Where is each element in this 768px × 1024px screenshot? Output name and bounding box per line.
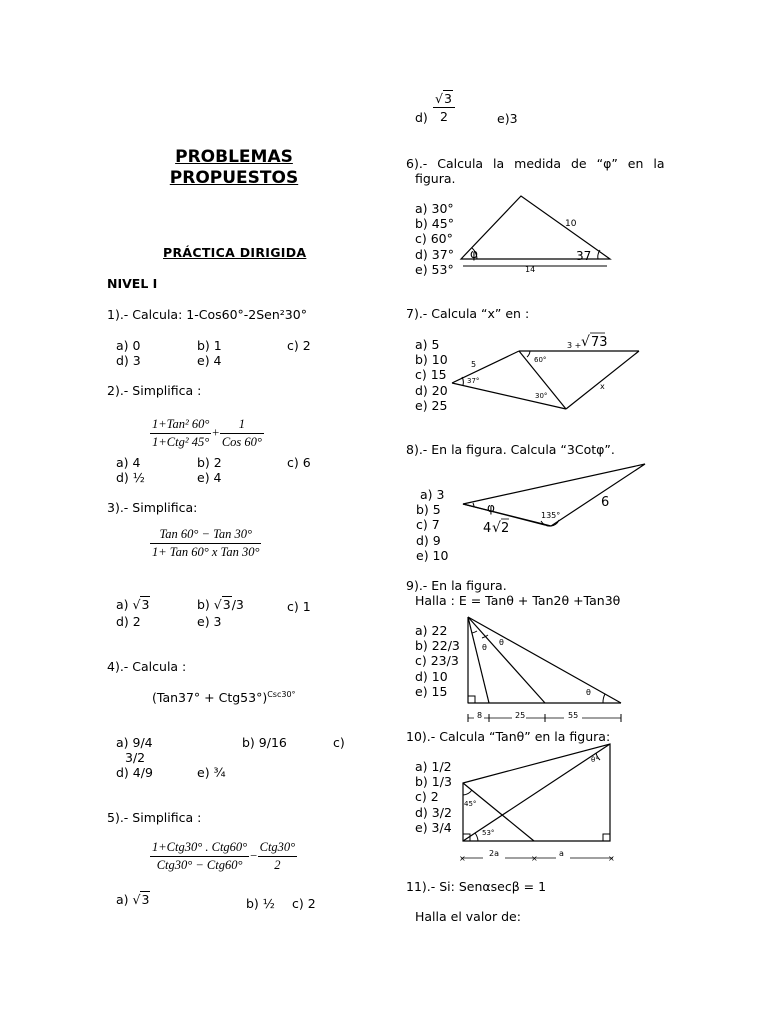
p7-figure [445,327,645,412]
p7-top-label-prefix: 3 + [567,341,582,350]
p5-option-d-label: d) [415,110,428,125]
p9-option-e: e) 15 [415,683,448,699]
p6-option-e: e) 53° [415,261,454,277]
p3-option-a: a) √3 [116,597,150,612]
level-label: NIVEL I [107,276,158,291]
p9-option-d: d) 10 [415,668,448,684]
p6-option-a: a) 30° [415,201,454,216]
problem-1-question: 1).- Calcula: 1-Cos60°-2Sen²30° [107,307,307,322]
p7-angle-37: 37° [467,377,480,385]
problem-6-question-line-1 [406,156,665,171]
p6-options [415,201,454,277]
p3-option-a-radicand: 3 [141,597,150,612]
p3-numerator: Tan 60° − Tan 30° [150,527,261,544]
p2-numerator-1: 1+Tan² 60° [150,417,211,434]
p10-options [415,759,452,835]
p6-option-b: b) 45° [415,216,454,232]
p3-option-a-label: a) [116,597,133,612]
p9-options [415,623,460,699]
p8-option-d: d) 9 [416,532,441,548]
p10-figure [458,738,618,868]
p5-option-b: b) ½ [246,896,275,911]
problem-11-question: 11).- Si: Senαsecβ = 1 [406,879,547,894]
p4-option-c: c) [333,735,345,750]
p8-side-label: 6 [601,495,610,510]
p3-denominator: 1+ Tan 60° x Tan 30° [152,545,260,559]
p2-denominator-2: Cos 60° [221,435,262,449]
p5-option-a: a) √3 [116,892,150,907]
p4-option-b: b) 9/16 [242,735,287,750]
p5-option-c: c) 2 [292,896,316,911]
p10-option-d: d) 3/2 [415,804,452,820]
page-title [144,147,324,189]
problem-7-question: 7).- Calcula “x” en : [406,306,530,321]
p1-option-b: b) 1 [197,338,222,353]
p6-phi-label: φ [470,247,478,261]
p10-segment-2a: 2a [489,849,499,858]
p3-option-b-label: b) [197,597,214,612]
p1-option-a: a) 0 [116,338,141,353]
p5-denominator-2: 2 [274,858,281,872]
p3-option-e: e) 3 [197,614,222,629]
p6-side-label: 10 [565,219,577,229]
p10-option-c: c) 2 [415,789,439,805]
p5-option-d-radicand: 3 [443,91,452,106]
p4-option-d: d) 4/9 [116,765,153,780]
p10-option-b: b) 1/3 [415,774,452,790]
problem-10-question: 10).- Calcula “Tanθ” en la figura: [406,729,611,744]
p8-option-e: e) 10 [416,547,449,563]
p2-numerator-2: 1 [220,417,264,434]
p6-base-label: 14 [525,265,536,274]
p8-option-c: c) 7 [416,517,440,533]
p1-option-e: e) 4 [197,353,222,368]
p6-angle-label: 37 [576,249,592,263]
problem-11-instruction: Halla el valor de: [415,909,521,924]
p7-side-label: 5 [471,360,477,369]
p8-option-b: b) 5 [416,502,441,518]
problem-6-question-text: 6).- Calcula la medida de “φ” en la [406,156,665,171]
p8-base-sqrt: √ [492,520,501,536]
p4-exponent: Csc30° [267,690,296,699]
p7-top-label-radicand: 73 [591,335,608,350]
p7-option-c: c) 15 [415,367,447,383]
p5-option-d-numerator: √3 [433,91,455,108]
p9-option-b: b) 22/3 [415,638,460,654]
p6-option-d: d) 37° [415,246,454,262]
p5-denominator-1: Ctg30° − Ctg60° [156,858,243,872]
p10-option-a: a) 1/2 [415,759,452,774]
p3-option-c: c) 1 [287,599,311,614]
p3-option-b-suffix: /3 [231,597,244,612]
title-line-2: PROPUESTOS [169,168,299,188]
title-line-1: PROBLEMAS [175,147,293,167]
p8-base-prefix: 4 [483,521,492,536]
p3-option-b: b) √3/3 [197,597,244,612]
p7-angle-30: 30° [535,392,548,400]
p7-x-label: x [600,382,605,391]
problem-6-question-line-2: figura. [415,171,456,186]
p2-option-b: b) 2 [197,455,222,470]
p4-base: (Tan37° + Ctg53°) [152,690,268,706]
p7-option-e: e) 25 [415,397,448,413]
p4-option-a: a) 9/4 [116,735,153,750]
p5-option-a-label: a) [116,892,133,907]
p9-segment-2: 25 [515,711,526,720]
p4-option-e: e) ¾ [197,765,226,780]
p7-angle-60: 60° [534,356,547,364]
p8-option-a: a) 3 [420,487,445,502]
p2-option-d: d) ½ [116,470,145,485]
p2-option-e: e) 4 [197,470,222,485]
p9-theta-3: θ [586,688,591,697]
p7-option-b: b) 10 [415,352,448,368]
p5-option-d-fraction [433,91,455,124]
problem-2-question: 2).- Simplifica : [107,383,202,398]
p5-minus: − [249,848,258,863]
p2-plus: + [211,425,220,440]
p1-option-d: d) 3 [116,353,141,368]
p6-triangle-figure [455,192,620,274]
p9-segment-1: 8 [477,711,483,720]
p8-options [416,487,449,563]
p5-option-a-radicand: 3 [141,892,150,907]
p10-option-e: e) 3/4 [415,819,452,835]
section-subtitle: PRÁCTICA DIRIGIDA [163,245,307,260]
p5-option-d-denominator: 2 [439,109,448,124]
problem-5-question: 5).- Simplifica : [107,810,202,825]
p1-option-c: c) 2 [287,338,311,353]
p9-theta-2: θ [499,638,504,647]
p10-segment-a: a [559,849,564,858]
problem-3-question: 3).- Simplifica: [107,500,198,515]
p5-option-d [415,110,428,125]
p8-phi-label: φ [487,501,495,515]
p6-option-c: c) 60° [415,231,453,247]
problem-4-question: 4).- Calcula : [107,659,187,674]
p7-option-d: d) 20 [415,382,448,398]
p10-angle-53: 53° [482,829,495,837]
p8-figure [455,458,650,538]
p10-dim-mark-1: × [459,854,466,863]
p7-options [415,337,448,413]
p8-base-radicand: 2 [501,521,510,536]
p9-option-a: a) 22 [415,623,448,638]
p5-option-e: e)3 [497,111,518,126]
p10-angle-45: 45° [464,800,477,808]
problem-9-question-line-1: 9).- En la figura. [406,578,507,593]
p2-option-c: c) 6 [287,455,311,470]
p9-segment-3: 55 [568,711,579,720]
p4-expression [152,690,296,705]
p10-dim-mark-2: × [531,854,538,863]
p2-option-a: a) 4 [116,455,141,470]
p5-numerator-2: Ctg30° [258,840,298,857]
p10-dim-mark-3: × [608,854,615,863]
problem-9-question-line-2: Halla : E = Tanθ + Tan2θ +Tan3θ [415,593,621,608]
p9-figure [460,613,630,726]
p8-angle-label: 135° [541,511,561,520]
p9-option-c: c) 23/3 [415,653,459,669]
p7-option-a: a) 5 [415,337,440,352]
p10-theta-label: θ° [591,756,599,764]
p3-option-d: d) 2 [116,614,141,629]
p7-top-label-sqrt: √ [581,334,590,350]
p2-expression [150,417,264,450]
problem-8-question: 8).- En la figura. Calcula “3Cotφ”. [406,442,615,457]
p4-option-c-value: 3/2 [125,750,146,765]
p3-option-b-radicand: 3 [222,597,231,612]
p3-expression [150,527,261,560]
p2-denominator-1: 1+Ctg² 45° [152,435,210,449]
p9-theta-1: θ [482,643,487,652]
p5-numerator-1: 1+Ctg30° . Ctg60° [150,840,249,857]
p5-expression [150,840,297,873]
